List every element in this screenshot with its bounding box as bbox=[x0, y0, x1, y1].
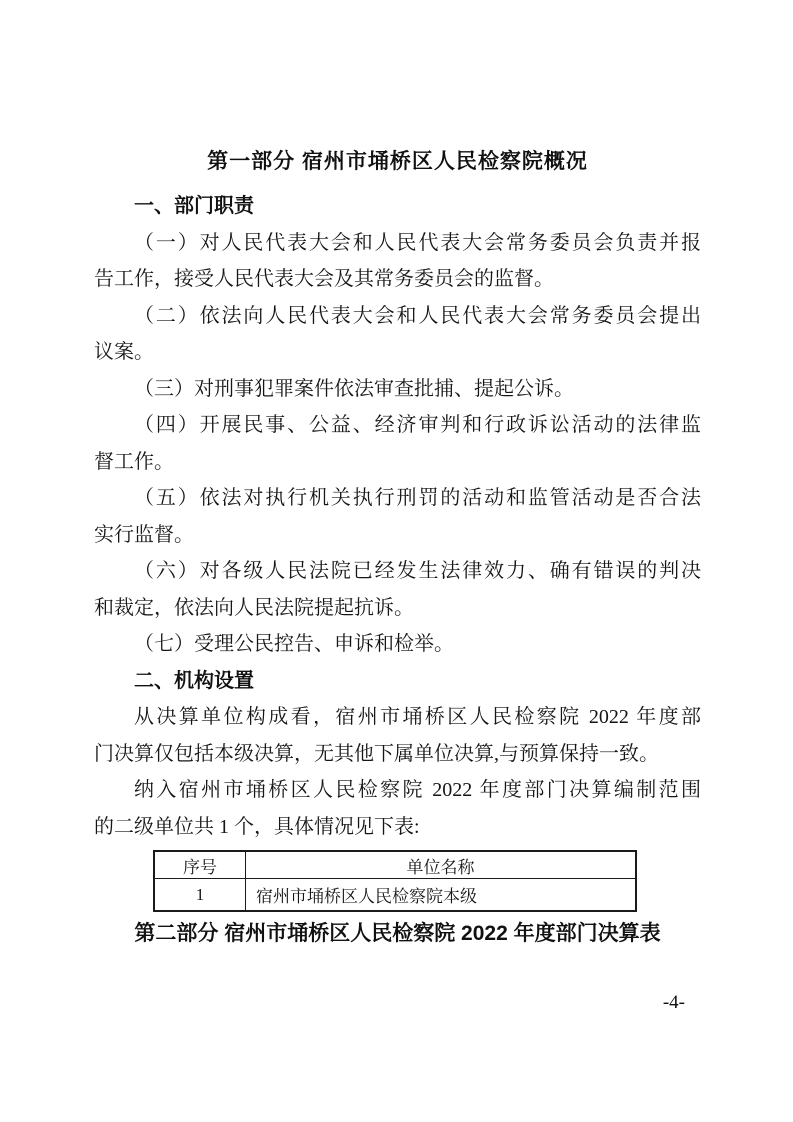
page-number: -4- bbox=[662, 992, 685, 1013]
duty-line-6: 督工作。 bbox=[94, 450, 174, 473]
duty-line-2: （二）依法向人民代表大会和人民代表大会常务委员会提出 bbox=[134, 304, 701, 327]
duty-line-10: 和裁定，依法向人民法院提起抗诉。 bbox=[94, 596, 414, 619]
section-heading-duties: 一、部门职责 bbox=[134, 195, 254, 217]
org-line-0: 从决算单位构成看，宿州市埇桥区人民检察院 2022 年度部 bbox=[134, 706, 701, 728]
document-content bbox=[94, 147, 701, 949]
duty-line-1: 告工作，接受人民代表大会及其常务委员会的监督。 bbox=[94, 268, 554, 290]
units-table-header-row bbox=[154, 851, 636, 879]
units-table bbox=[153, 850, 637, 912]
part1-title: 第一部分 宿州市埇桥区人民检察院概况 bbox=[207, 150, 588, 173]
part2-title: 第二部分 宿州市埇桥区人民检察院 2022 年度部门决算表 bbox=[134, 922, 661, 945]
table-row bbox=[154, 879, 636, 912]
duty-line-9: （六）对各级人民法院已经发生法律效力、确有错误的判决 bbox=[134, 560, 701, 582]
duty-line-3: 议案。 bbox=[94, 341, 154, 363]
unit-seq-cell: 1 bbox=[154, 879, 246, 912]
duty-line-0: （一）对人民代表大会和人民代表大会常务委员会负责并报 bbox=[134, 231, 701, 254]
unit-name-cell: 宿州市埇桥区人民检察院本级 bbox=[246, 879, 637, 912]
section-heading-org: 二、机构设置 bbox=[134, 669, 254, 692]
duty-line-4: （三）对刑事犯罪案件依法审查批捕、提起公诉。 bbox=[134, 377, 574, 400]
units-table-header-seq: 序号 bbox=[154, 851, 246, 879]
duty-line-8: 实行监督。 bbox=[94, 523, 194, 546]
duty-line-11: （七）受理公民控告、申诉和检举。 bbox=[134, 633, 454, 655]
org-line-1: 门决算仅包括本级决算，无其他下属单位决算,与预算保持一致。 bbox=[94, 742, 659, 765]
units-table-header-name: 单位名称 bbox=[246, 851, 637, 879]
org-line-3: 的二级单位共 1 个，具体情况见下表: bbox=[94, 815, 420, 838]
duty-line-5: （四）开展民事、公益、经济审判和行政诉讼活动的法律监 bbox=[134, 414, 701, 436]
org-line-2: 纳入宿州市埇桥区人民检察院 2022 年度部门决算编制范围 bbox=[134, 779, 701, 801]
duty-line-7: （五）依法对执行机关执行刑罚的活动和监管活动是否合法 bbox=[134, 487, 701, 509]
